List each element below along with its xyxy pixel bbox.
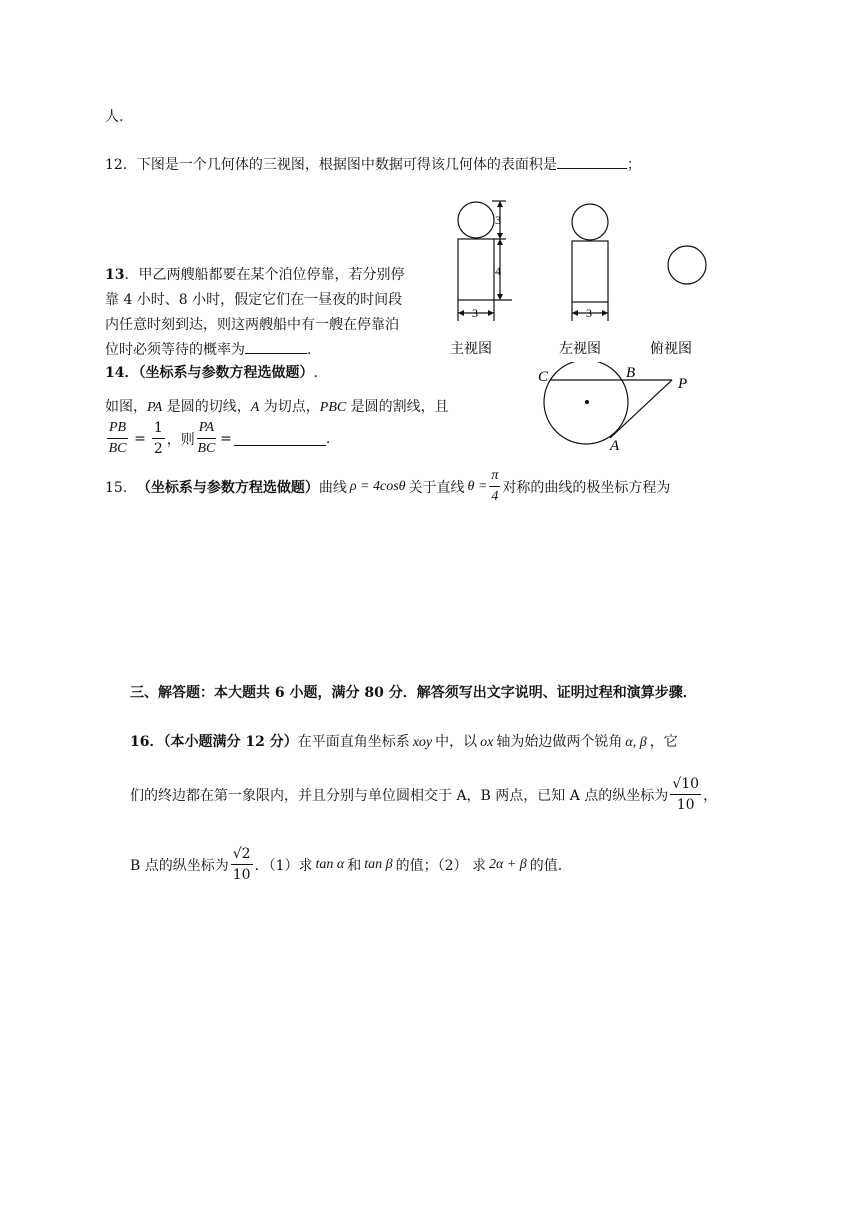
point-B-label: B bbox=[626, 365, 636, 381]
math-expr: tan α bbox=[315, 856, 345, 872]
punctuation: . bbox=[313, 365, 318, 381]
math-var: PA bbox=[147, 400, 163, 415]
dim-width-front-label: 3 bbox=[472, 306, 478, 320]
text: 轴为始边做两个锐角 bbox=[496, 734, 623, 750]
point-P-label: P bbox=[678, 376, 688, 392]
denominator: 4 bbox=[491, 489, 499, 505]
dim-width-side-label: 3 bbox=[586, 306, 592, 320]
question-12 bbox=[105, 154, 641, 174]
text: 关于直线 bbox=[408, 479, 465, 496]
fraction-sqrt10-10 bbox=[670, 776, 701, 813]
question-text-line: 靠 4 小时、8 小时，假定它们在一昼夜的时间段 bbox=[105, 292, 403, 308]
text: 是圆的割线，且 bbox=[346, 399, 449, 415]
punctuation: . bbox=[307, 342, 312, 358]
text: 曲线 bbox=[318, 479, 347, 496]
center-dot bbox=[585, 400, 589, 404]
numerator: PA bbox=[197, 420, 216, 439]
answer-blank bbox=[234, 431, 326, 446]
text: B 点的纵坐标为 bbox=[130, 857, 229, 874]
dim-top-label: 3 bbox=[495, 213, 501, 227]
question-text: ．下图是一个几何体的三视图，根据图中数据可得该几何体的表面积是 bbox=[122, 157, 557, 173]
text: 为切点， bbox=[259, 399, 320, 415]
circle-tangent-figure bbox=[530, 362, 710, 452]
three-views-figure bbox=[440, 195, 730, 360]
continued-text: 人. bbox=[105, 109, 124, 125]
numerator: √10 bbox=[670, 776, 701, 795]
fraction-pi-4 bbox=[489, 468, 500, 505]
fraction-sqrt2-10 bbox=[231, 846, 253, 883]
text: 的值. bbox=[529, 857, 563, 874]
denominator: BC bbox=[108, 441, 127, 457]
question-text-line: ．甲乙两艘船都要在某个泊位停靠，若分别停 bbox=[124, 267, 405, 283]
denominator: BC bbox=[197, 441, 216, 457]
equals: = bbox=[220, 430, 232, 447]
question-text-line: 位时必须等待的概率为 bbox=[105, 342, 245, 358]
section-header: 三、解答题：本大题共 6 小题，满分 80 分．解答须写出文字说明、证明过程和演算步骤． bbox=[130, 685, 697, 701]
text: ，则 bbox=[166, 431, 195, 448]
text: 的值；（2） 求 bbox=[395, 857, 486, 874]
numerator: PB bbox=[107, 420, 128, 439]
math-expr: tan β bbox=[364, 856, 393, 872]
math-var: A bbox=[250, 400, 260, 415]
question-15 bbox=[105, 468, 670, 505]
question-number: 13 bbox=[105, 267, 125, 283]
question-14-line2 bbox=[105, 420, 330, 457]
question-number: 15． bbox=[105, 479, 137, 496]
answer-blank bbox=[245, 339, 307, 354]
question-16-line3 bbox=[130, 846, 562, 883]
side-view-sphere bbox=[572, 204, 608, 240]
point-C-label: C bbox=[538, 369, 549, 385]
denominator: 10 bbox=[232, 867, 251, 884]
front-view-label: 主视图 bbox=[450, 341, 492, 357]
math-expr: 2α + β bbox=[488, 856, 527, 872]
top-view-circle bbox=[668, 246, 706, 284]
dim-height-label: 4 bbox=[495, 264, 501, 278]
numerator: 1 bbox=[152, 420, 165, 439]
question-16-line2 bbox=[130, 776, 717, 813]
text: 中，以 bbox=[435, 734, 478, 750]
text: 们的终边都在第一象限内，并且分别与单位圆相交于 A，B 两点，已知 A 点的纵坐标为 bbox=[130, 787, 669, 804]
question-14-title bbox=[105, 362, 318, 382]
punctuation: ； bbox=[626, 157, 641, 173]
denominator: 2 bbox=[153, 441, 163, 458]
text: 如图， bbox=[105, 399, 147, 415]
text: ．（1）求 bbox=[254, 857, 313, 874]
fraction-one-half bbox=[152, 420, 165, 457]
fraction-pb-bc bbox=[107, 420, 128, 457]
text: 和 bbox=[347, 857, 362, 874]
text: 在平面直角坐标系 bbox=[297, 734, 410, 750]
math-var: PBC bbox=[319, 400, 347, 415]
question-number: 16． bbox=[130, 734, 164, 750]
numerator: π bbox=[489, 468, 500, 487]
denominator: 10 bbox=[676, 797, 695, 814]
question-14-line1 bbox=[105, 396, 449, 416]
equals: = bbox=[134, 430, 146, 447]
side-view-cylinder bbox=[572, 241, 608, 302]
text: 对称的曲线的极坐标方程为 bbox=[502, 479, 671, 496]
math-expr: θ = bbox=[467, 478, 488, 494]
text: ，它 bbox=[649, 734, 678, 750]
front-view-cylinder bbox=[458, 239, 494, 300]
numerator: √2 bbox=[231, 846, 253, 865]
punctuation: . bbox=[325, 430, 331, 447]
question-title: （坐标系与参数方程选做题） bbox=[136, 479, 319, 496]
answer-blank bbox=[557, 154, 627, 169]
side-view-label: 左视图 bbox=[559, 341, 601, 357]
question-13 bbox=[105, 263, 404, 363]
math-var: xoy bbox=[412, 735, 433, 750]
math-var: α, β bbox=[625, 735, 647, 750]
math-var: ox bbox=[480, 735, 494, 750]
question-title: 14．（坐标系与参数方程选做题） bbox=[105, 365, 314, 381]
math-expr: ρ = 4cosθ bbox=[349, 478, 406, 494]
tangent-line bbox=[610, 380, 672, 438]
question-text-line: 内任意时刻到达，则这两艘船中有一艘在停靠泊 bbox=[105, 317, 399, 333]
front-view-sphere bbox=[458, 202, 494, 238]
fraction-pa-bc bbox=[197, 420, 216, 457]
question-number: 12 bbox=[105, 157, 123, 173]
punctuation: ， bbox=[703, 787, 718, 804]
top-view-label: 俯视图 bbox=[650, 341, 692, 357]
text: 是圆的切线， bbox=[162, 399, 251, 415]
point-A-label: A bbox=[610, 438, 620, 452]
question-16-line1 bbox=[130, 731, 678, 751]
question-title: （本小题满分 12 分） bbox=[163, 734, 298, 750]
